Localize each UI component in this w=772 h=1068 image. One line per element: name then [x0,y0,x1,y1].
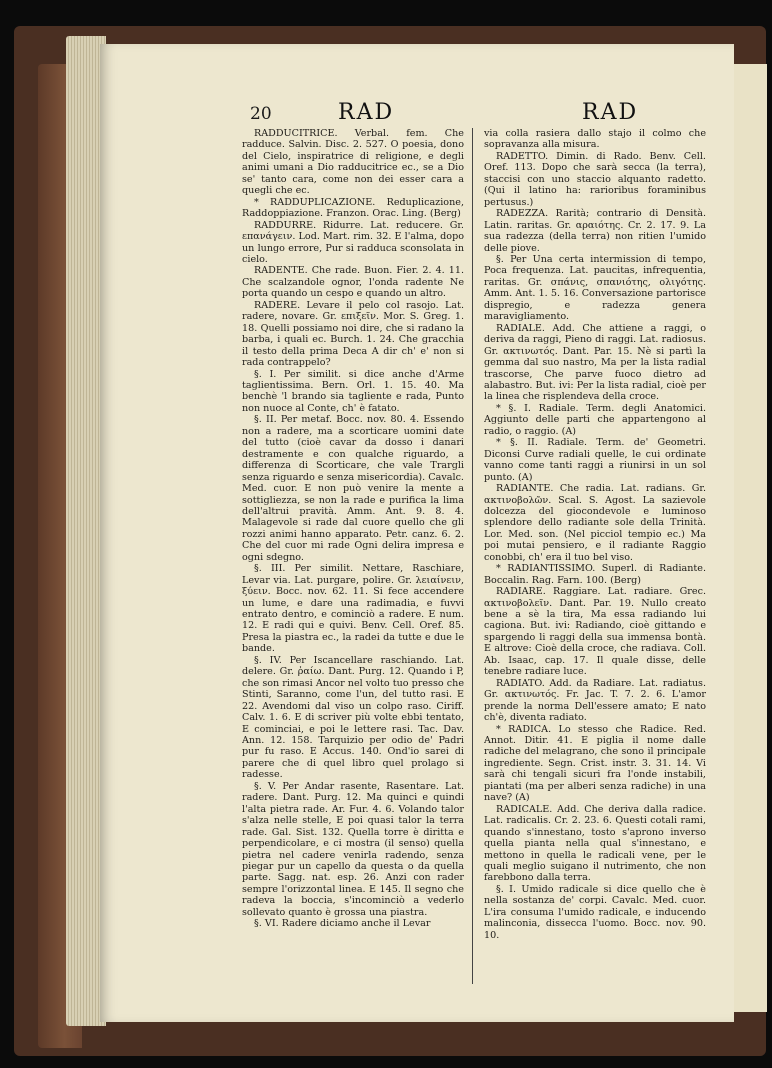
text-columns [242,128,726,984]
dictionary-entry: RADDUCITRICE. Verbal. fem. Che radduce. Salvin. Disc. 2. 527. O poesia, dono del Cielo, inspiratrice di religione, e degli animi umani a Dio radducitrice ec., se a Dio se' tanto cara, come non dei esser cara a quegli che ec. [242,128,464,197]
dictionary-entry: §. II. Per metaf. Bocc. nov. 80. 4. Essendo non a radere, ma a scorticare uomini date del tutto (cioè cavar da dosso i danari destramente e con qualche riguardo, a differenza di Scorticare, che vale Trargli senza riguardo e senza misericordia). Cavalc. Med. cuor. E non può venire la mente a sottigliezza, se non la rade e purifica la lima dell'altrui pravità. Amm. Ant. 9. 8. 4. Malagevole si rade dal cuore quello che gli rozzi animi hanno apparato. Petr. canz. 6. 2. Che del cuor mi rade Ogni delira impresa e ogni sdegno. [242,414,464,563]
dictionary-entry: via colla rasiera dallo stajo il colmo che sopravanza alla misura. [484,128,706,151]
dictionary-entry: RADDURRE. Ridurre. Lat. reducere. Gr. επανάγειν. Lod. Mart. rim. 32. E l'alma, dopo un lungo errore, Pur si radduca sconsolata in cielo. [242,219,464,265]
dictionary-entry: * RADICA. Lo stesso che Radice. Red. Annot. Ditir. 41. E piglia il nome dalle radiche del melagrano, che sono il principale ingrediente. Segn. Crist. instr. 3. 31. 14. Vi sarà chi tengali sicuri fra l'onde instabili, piantati (ma per alberi senza radiche) in una nave? (A) [484,723,706,804]
dictionary-entry: * RADDUPLICAZIONE. Reduplicazione, Raddoppiazione. Franzon. Orac. Ling. (Berg) [242,196,464,220]
dictionary-entry: §. Per Una certa intermission di tempo, Poca frequenza. Lat. paucitas, infrequentia, raritas. Gr. σπάνις, σπανιότης, ολιγότης. Amm. Ant. 1. 5. 16. Conversazione partorisce dispregio, e radezza genera maravigliamento. [484,253,706,323]
dictionary-entry: RADIALE. Add. Che attiene a raggi, o deriva da raggi, Pieno di raggi. Lat. radiosus. Gr. ακτινωτός. Dant. Par. 15. Nè si partì la gemma dal suo nastro, Ma per la lista radial trascorse, Che parve fuoco dietro ad alabastro. But. ivi: Per la lista radial, cioè per la linea che risplendeva della croce. [484,322,706,403]
dictionary-entry: §. IV. Per Iscancellare raschiando. Lat. delere. Gr. ῥαίω. Dant. Purg. 12. Quando i P, che son rimasi Ancor nel volto tuo presso che Stinti, Saranno, come l'un, del tutto rasi. E 22. Avendomi dal viso un colpo raso. Ciriff. Calv. 1. 6. E di scriver più volte ebbi tentato, E cominciai, e poi le lettere rasi. Tac. Dav. Ann. 12. 158. Tarquizio per odio de' Padri pur fu raso. E Accus. 140. Ond'io sarei di parere che di quel libro quel prolago si radesse. [242,654,464,781]
dictionary-entry: §. I. Umido radicale si dice quello che è nella sostanza de' corpi. Cavalc. Med. cuor. L'ira consuma l'umido radicale, e inducendo malinconia, dissecca l'uomo. Bocc. nov. 90. 10. [484,883,706,941]
dictionary-entry: §. VI. Radere diciamo anche il Levar [254,918,431,930]
dictionary-entry: * §. I. Radiale. Term. degli Anatomici. Aggiunto delle parti che appartengono al radio, o raggio. (A) [484,402,706,437]
right-column [484,128,706,984]
facing-page-edge [732,64,767,1012]
dictionary-entry: RADENTE. Che rade. Buon. Fier. 2. 4. 11. Che scalzandole ognor, l'onda radente Ne porta quando un cespo e quando un altro. [242,265,464,300]
running-header [100,100,734,128]
book-page [100,44,734,1022]
dictionary-entry: RADIANTE. Che radia. Lat. radians. Gr. ακτινοβολῶν. Scal. S. Agost. La sazievole dolcezza del giocondevole e luminoso splendore dello radiante sole della Trinità. Lor. Med. son. (Nel picciol tempio ec.) Ma poi mutai pensiero, e il radiante Raggio conobbi, ch' era il tuo bel viso. [484,483,706,563]
dictionary-entry: RADEZZA. Rarità; contrario di Densità. Latin. raritas. Gr. αραιότης. Cr. 2. 17. 9. La sua radezza (della terra) non ritien l'umido delle piove. [484,208,706,254]
dictionary-entry: §. V. Per Andar rasente, Rasentare. Lat. radere. Dant. Purg. 12. Ma quinci e quindi l'alta pietra rade. Ar. Fur. 4. 6. Volando talor s'alza nelle stelle, E poi quasi talor la terra rade. Gal. Sist. 132. Quella torre è diritta e perpendicolare, e ci mostra (il senso) quella pietra nel cadere venirla radendo, senza piegar pur un capello da questa o da quella parte. Sagg. nat. esp. 26. Anzi con rader sempre l'orizzontal linea. E 145. Il segno che radeva la boccia, s'incominciò a vederlo sollevato quanto è grossa una piastra. [242,780,464,918]
dictionary-entry: RADIATO. Add. da Radiare. Lat. radiatus. Gr. ακτινωτός. Fr. Jac. T. 7. 2. 6. L'amor prende la norma Dell'essere amato; E nato ch'è, diventa radiato. [484,677,706,724]
dictionary-entry: §. I. Per similit. si dice anche d'Arme taglientissima. Bern. Orl. 1. 15. 40. Ma benchè 'l brando sia tagliente e rada, Punto non nuoce al Conte, ch' è fatato. [242,368,464,414]
dictionary-entry: * RADIANTISSIMO. Superl. di Radiante. Boccalin. Rag. Farn. 100. (Berg) [484,563,706,586]
dictionary-entry: RADETTO. Dimin. di Rado. Benv. Cell. Oref. 113. Dopo che sarà secca (la terra), staccisi con uno staccio alquanto radetto. (Qui il latino ha: rarioribus foraminibus pertusus.) [484,150,706,208]
dictionary-entry: RADIARE. Raggiare. Lat. radiare. Grec. ακτινοβολεῖν. Dant. Par. 19. Nullo creato bene a sè la tira, Ma essa radiando lui cagiona. But. ivi: Radiando, cioè gittando e spargendo li raggi della sua immensa bontà. E altrove: Cioè della croce, che radiava. Coll. Ab. Isaac, cap. 17. Il quale disse, delle tenebre radiare luce. [484,586,706,678]
dictionary-entry: RADICALE. Add. Che deriva dalla radice. Lat. radicalis. Cr. 2. 23. 6. Questi cotali rami, quando s'innestano, tosto s'aprono inverso quella pianta nella qual s'innestano, e mettono in quella le radicali vene, per le quali meglio suigano il nutrimento, che non farebbono dalla terra. [484,803,706,884]
page-number: 20 [250,104,272,124]
dictionary-entry: §. III. Per similit. Nettare, Raschiare, Levar via. Lat. purgare, polire. Gr. λειαίνειν, ξύειν. Bocc. nov. 62. 11. Si fece accendere un lume, e dare una radimadia, e fuvvi entrato dentro, e cominciò a radere. E num. 12. E radi qui e quivi. Benv. Cell. Oref. 85. Presa la piastra ec., la radei da tutte e due le bande. [242,563,464,655]
dictionary-entry: * §. II. Radiale. Term. de' Geometri. Diconsi Curve radiali quelle, le cui ordinate vanno come tanti raggi a riunirsi in un sol punto. (A) [484,437,706,483]
header-right-guideword: RAD [582,100,639,125]
dictionary-entry: RADERE. Levare il pelo col rasojo. Lat. radere, novare. Gr. επιξεῖν. Mor. S. Greg. 1. 18. Quelli possiamo noi dire, che si radano la barba, i quali ec. Burch. 1. 24. Che gracchia il testo della prima Deca A dir ch' e' non si rada contrappelo? [242,299,464,369]
left-column [242,128,464,984]
column-divider [472,128,473,984]
header-left-guideword: RAD [338,100,395,125]
